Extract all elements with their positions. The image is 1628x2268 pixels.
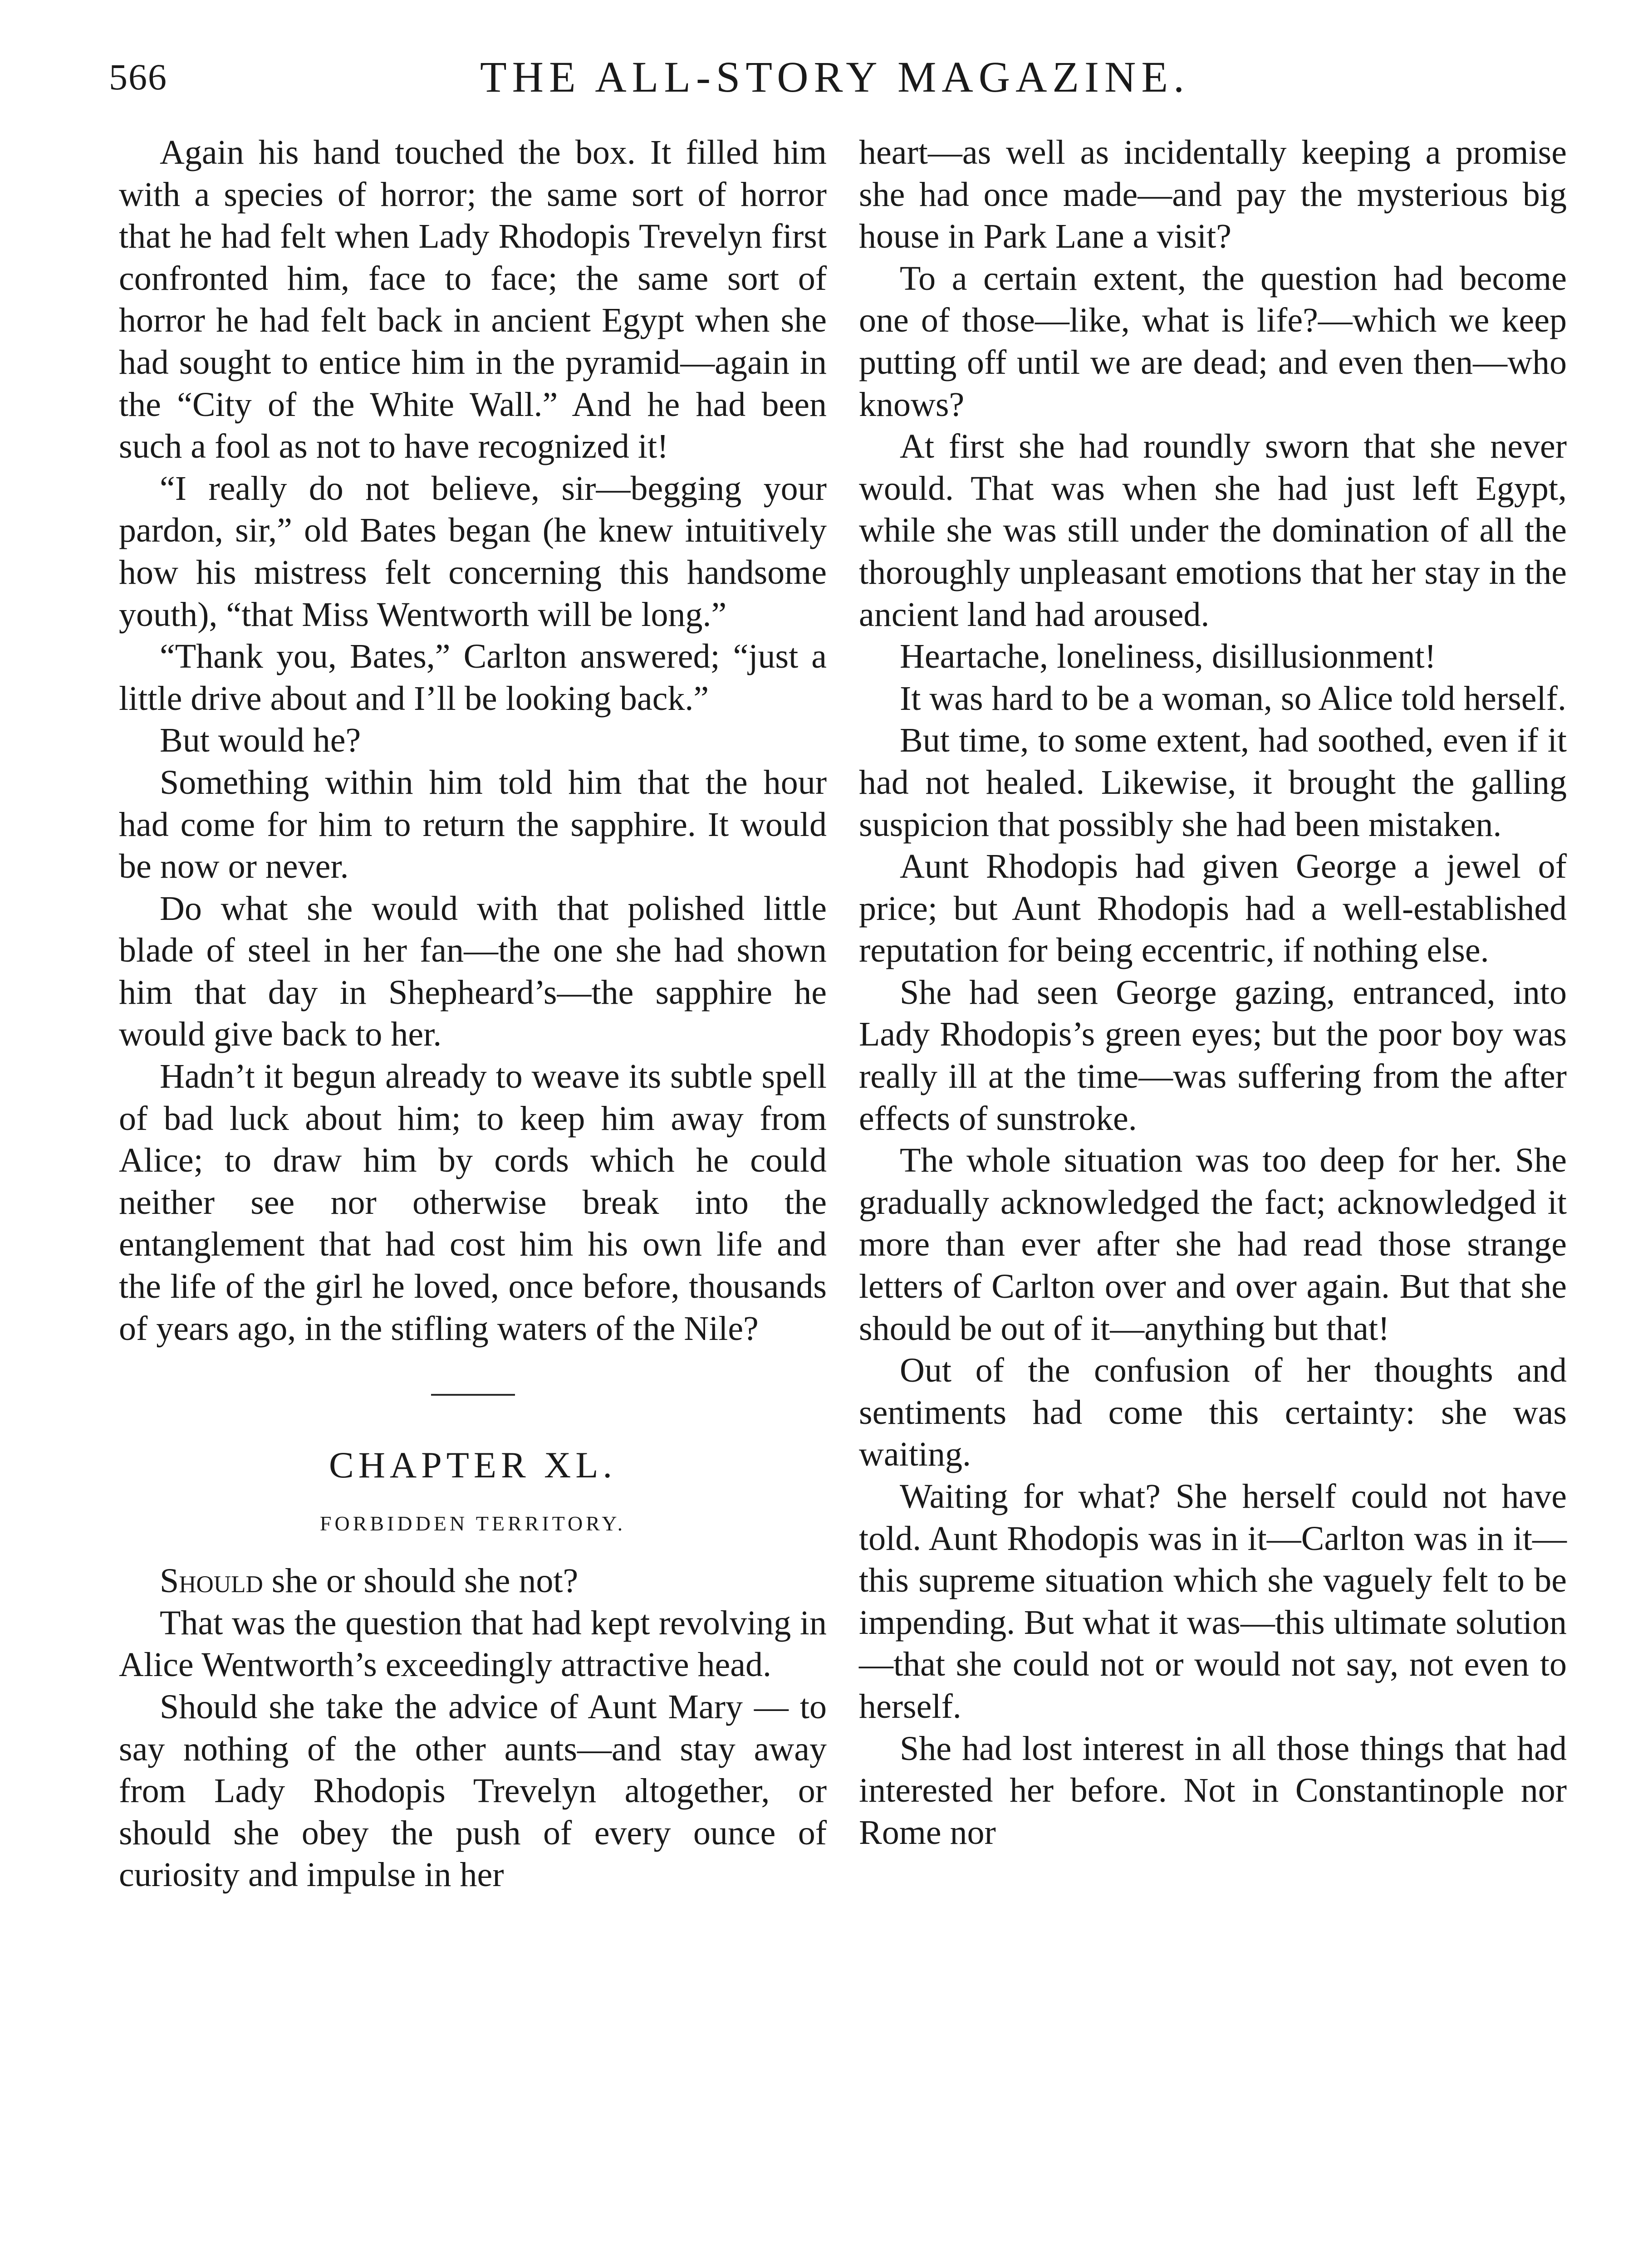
paragraph: To a certain extent, the question had become one of those—like, what is life?—which we keep putting off until we are dead; and even then—who knows? xyxy=(859,259,1567,424)
chapter-heading: CHAPTER XL. xyxy=(329,1444,617,1486)
paragraph: The whole situation was too deep for her. She gradually acknowledged the fact; acknowledged it more than ever after she had read those strange letters of Carlton over and over again. But that she should be out of it—anything but that! xyxy=(859,1141,1567,1348)
paragraph: That was the question that had kept revolving in Alice Wentworth’s exceedingly attractive head. xyxy=(119,1603,827,1684)
continued-paragraph: heart—as well as incidentally keeping a promise she had once made—and pay the mysterious big house in Park Lane a visit? xyxy=(859,133,1567,256)
paragraph: But would he? xyxy=(160,721,361,760)
paragraph: Out of the confusion of her thoughts and sentiments had come this certainty: she was waiting. xyxy=(859,1351,1567,1474)
running-title: THE ALL-STORY MAGAZINE. xyxy=(480,53,1190,101)
paragraph: Something within him told him that the hour had come for him to return the sapphire. It would be now or never. xyxy=(119,763,827,886)
opening-word: Should xyxy=(160,1562,263,1600)
paragraph: Do what she would with that polished little blade of steel in her fan—the one she had shown him that day in Shepheard’s—the sapphire he would give back to her. xyxy=(119,889,827,1054)
paragraph: Should she take the advice of Aunt Mary — to say nothing of the other aunts—and stay away from Lady Rhodopis Trevelyn altogether, or should she obey the push of every ounce of curiosity and impulse in her xyxy=(119,1688,827,1894)
section-divider xyxy=(431,1394,515,1396)
paragraph: It was hard to be a woman, so Alice told herself. xyxy=(900,679,1566,718)
paragraph: Hadn’t it begun already to weave its subtle spell of bad luck about him; to keep him away from Alice; to draw him by cords which he could neither see nor otherwise break into the entanglement that had cost him his own life and the life of the girl he loved, once before, thousands of years ago, in the stifling waters of the Nile? xyxy=(119,1057,827,1348)
paragraph: Again his hand touched the box. It filled him with a species of horror; the same sort of horror that he had felt when Lady Rhodopis Trevelyn first confronted him, face to face; the same sort of horror he had felt back in ancient Egypt when she had sought to entice him in the pyramid—again in the “City of the White Wall.” And he had been such a fool as not to have recognized it! xyxy=(119,133,827,466)
chapter-opening-paragraph xyxy=(119,1560,827,1602)
left-column xyxy=(119,132,827,1896)
paragraph: Aunt Rhodopis had given George a jewel of price; but Aunt Rhodopis had a well-established reputation for being eccentric, if nothing else. xyxy=(859,847,1567,970)
paragraph: Waiting for what? She herself could not have told. Aunt Rhodopis was in it—Carlton was in it—this supreme situation which she vaguely felt to be impending. But what it was—this ultimate solution—that she could not or would not say, not even to herself. xyxy=(859,1477,1567,1725)
opening-text: she or should she not? xyxy=(263,1562,579,1600)
paragraph: She had lost interest in all those things that had interested her before. Not in Constantinople nor Rome nor xyxy=(859,1729,1567,1852)
paragraph: “Thank you, Bates,” Carlton answered; “just a little drive about and I’ll be looking back.” xyxy=(119,637,827,718)
paragraph: At first she had roundly sworn that she never would. That was when she had just left Egypt, while she was still under the domination of all the thoroughly unpleasant emotions that her stay in the ancient land had aroused. xyxy=(859,427,1567,634)
paragraph: Heartache, loneliness, disillusionment! xyxy=(900,637,1436,676)
paragraph: “I really do not believe, sir—begging your pardon, sir,” old Bates began (he knew intuitively how his mistress felt concerning this handsome youth), “that Miss Wentworth will be long.” xyxy=(119,469,827,634)
page-header xyxy=(109,43,1534,111)
paragraph: But time, to some extent, had soothed, even if it had not healed. Likewise, it brought the galling suspicion that possibly she had been mistaken. xyxy=(859,721,1567,844)
page-number: 566 xyxy=(109,56,167,98)
paragraph: She had seen George gazing, entranced, into Lady Rhodopis’s green eyes; but the poor boy was really ill at the time—was suffering from the after effects of sunstroke. xyxy=(859,973,1567,1138)
chapter-subtitle: FORBIDDEN TERRITORY. xyxy=(319,1512,626,1535)
right-column xyxy=(859,132,1567,1853)
